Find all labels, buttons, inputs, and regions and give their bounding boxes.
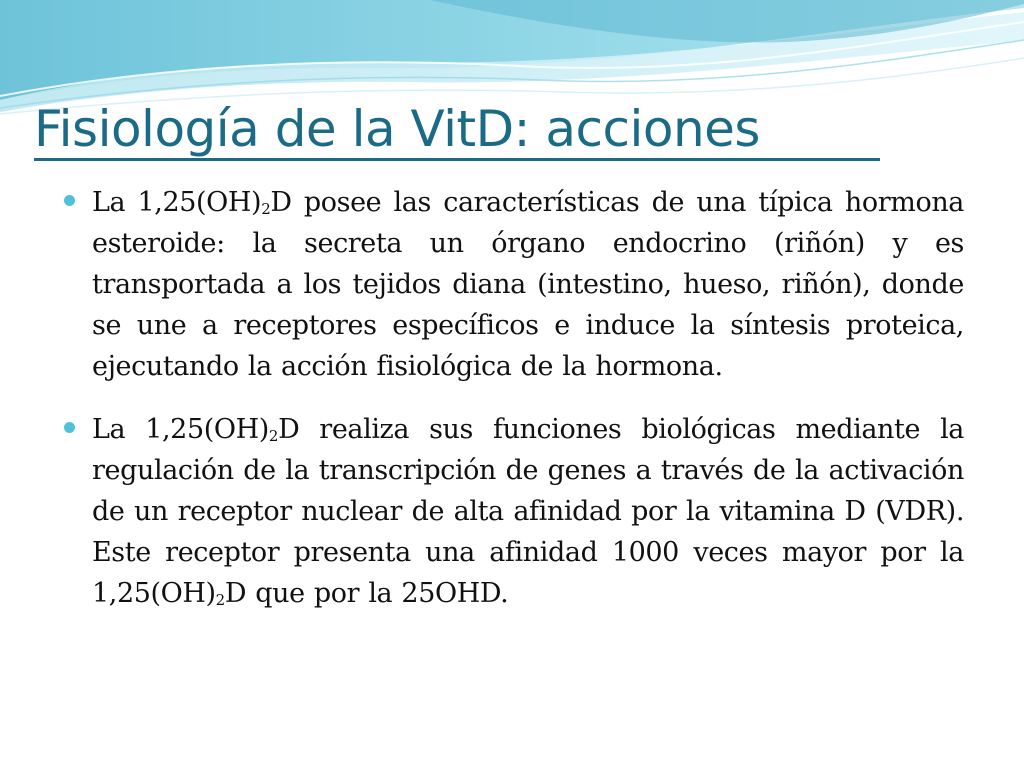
list-item xyxy=(60,409,964,614)
bullet-text: La $1,25(OH)_2D$ posee las características de una típica hormona esteroide: la secreta un órgano endocrino (riñón) y es transportada a los tejidos diana (intestino, hueso, riñón), donde se une a receptores específicos e induce la síntesis proteica, ejecutando la acción fisiológica de la hormona. xyxy=(92,187,965,382)
list-item xyxy=(60,182,964,387)
bullet-list xyxy=(60,182,964,636)
bullet-text: La $1,25(OH)_2D$ realiza sus funciones biológicas mediante la regulación de la transcripción de genes a través de la activación de un receptor nuclear de alta afinidad por la vitamina D (VDR). Este receptor presenta una afinidad 1000 veces mayor por la $1,25(OH)_2D$ que por la 25OHD. xyxy=(92,414,964,609)
bullet-icon xyxy=(64,195,75,206)
slide-title: Fisiología de la VitD: acciones xyxy=(34,100,760,158)
bullet-icon xyxy=(64,422,75,433)
title-underline xyxy=(34,158,880,161)
